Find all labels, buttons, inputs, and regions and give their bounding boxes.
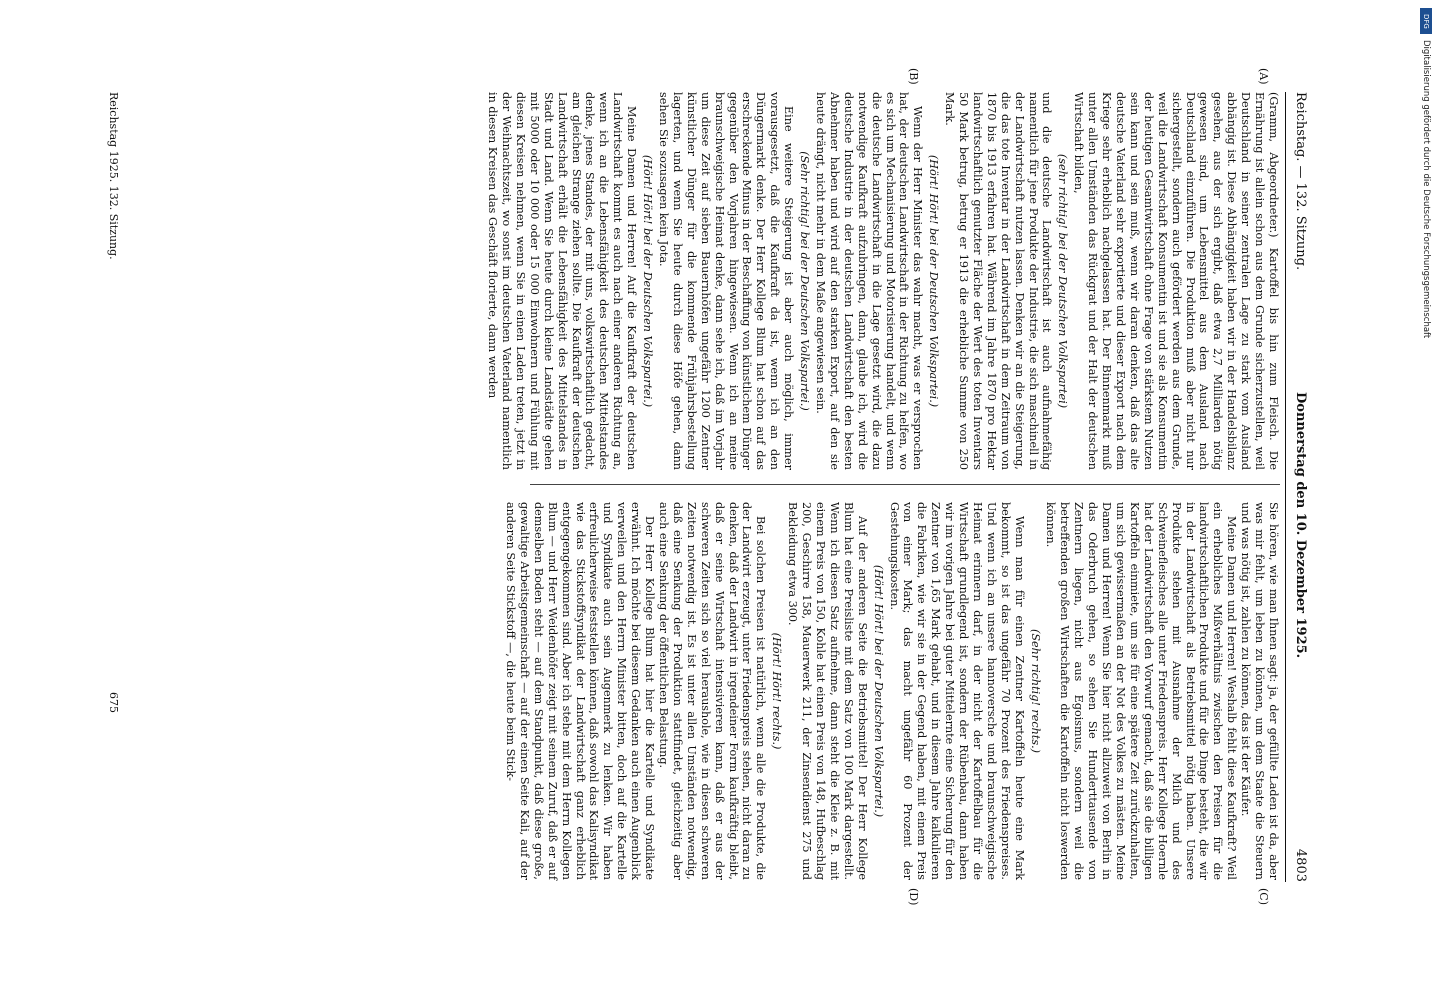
paragraph: und die deutsche Landwirtschaft ist auch aufnahmefähig namentlich für jene Produkte der Industrie, die sich maschinell in der Landwirtschaft nutzen lassen. Denken wir an die Steigerung, die das tote Inventar in der Landwirtschaft in dem Zeitraum von 1870 bis 1913 erfahren hat. Während im Jahre 1870 pro Hektar landwirtschaftlich genutzter Fläche der Wert des toten Inventars 50 Mark betrug, betrug er 1913 die erhebliche Summe von 250 Mark. <box>943 92 1054 470</box>
margin-mark-d: (D) <box>907 888 920 906</box>
footer-left: Reichstag 1925. 132. Sitzung. <box>107 92 120 260</box>
left-column <box>485 92 1280 470</box>
paragraph: Der Herr Kollege Blum hat hier die Kartelle und Syndikate erwähnt. Ich möchte bei diesem Gedanken auch einen Augenblick verweilen und den Herrn Minister bitten, doch auf die Kartelle und Syndikate auch sein Augenmerk zu lenken. Wir haben erfreulicherweise feststellen können, daß sowohl das Kalisyndikat wie das Stickstoffsyndikat der Landwirtschaft ganz erheblich entgegengekommen sind. Aber ich stehe mit dem Herrn Kollegen Blum — und Herr Weidenhöfer zeigt mit seinem Zuruf, daß er auf demselben Boden steht — auf dem Standpunkt, daß diese große, gewaltige Arbeitsgemeinschaft — auf der einen Seite Kali, auf der anderen Seite Stickstoff —, die heute beim Stick- <box>504 502 657 880</box>
interjection: (Hört! Hört! bei der Deutschen Volkspartei.) <box>641 154 655 408</box>
margin-mark-c: (C) <box>1257 888 1270 905</box>
interjection: (sehr richtig! bei der Deutschen Volkspartei) <box>1056 153 1070 409</box>
paragraph: Wenn der Herr Minister das wahr macht, was er versprochen hat, der deutschen Landwirtschaft in der Richtung zu helfen, wo es sich um Mechanisierung und Motorisierung handelt, und wenn die deutsche Landwirtschaft in die Lage gesetzt wird, die dazu notwendige Kaufkraft aufzubringen, dann, glaube ich, wird die deutsche Industrie in der deutschen Landwirtschaft den besten Abnehmer haben und wird auf den starken Export, auf den sie heute drängt, nicht mehr in dem Maße angewiesen sein. <box>814 92 925 470</box>
footer-page-number: 675 <box>107 692 120 713</box>
paragraph: Meine Damen und Herren! Weshalb fehlt diese Kaufkraft? Weil ein erhebliches Mißverhältnis zwischen den Preisen für die landwirtschaftlichen Produkte und für die Dinge besteht, die wir in der Landwirtschaft als Betriebsmittel nötig haben. Unsere Produkte stehen mit Ausnahme der Milch und des Schweinefleisches alle unter Friedenspreis. Herr Kollege Hoernle hat der Landwirtschaft den Vorwurf gemacht, daß sie die billigen Kartoffeln einmiete, um sie für eine spätere Zeit zurückzuhalten, um sich gewissermaßen an der Not des Volkes zu mästen. Meine Damen und Herren! Wenn Sie hier nicht allzuweit von Berlin in das Oderbruch gehen, so sehen Sie Hunderttausende von Zentnern liegen, nicht aus Egoismus, sondern weil die betreffenden großen Wirtschaften die Kartoffeln nicht loswerden können. <box>1044 502 1239 880</box>
digitization-credit: Digitalisierung gefördert durch die Deutsche Forschungsgemeinschaft <box>1421 40 1431 339</box>
header-date: Donnerstag den 10. Dezember 1925. <box>1293 392 1308 659</box>
interjection: (Sehr richtig! bei der Deutschen Volkspartei.) <box>798 151 812 411</box>
interjection: (Hört! Hört! bei der Deutschen Volkspartei.) <box>871 564 885 818</box>
paragraph: Bei solchen Preisen ist natürlich, wenn alle die Produkte, die der Landwirt erzeugt, unter Friedenspreis stehen, nicht daran zu denken, daß der Landwirt in irgendeiner Form kaufkräftig bleibt, daß er seine Wirtschaft intensivieren kann, daß er aus der schweren Zeiten sich so viel heraushole, wie in diesen schweren Zeiten notwendig ist. Es ist unter allen Umständen notwendig, daß eine Senkung der Produktion stattfindet, gleichzeitig aber auch eine Senkung der öffentlichen Belastung. <box>657 502 768 880</box>
paragraph: Sie hören, wie man Ihnen sagt: ja, der gefüllte Laden ist da, aber was mir fehlt, um leben zu können, um dem Staate die Steuern und was nötig ist, zahlen zu können, das ist der Käufer. <box>1239 502 1280 880</box>
paragraph: Meine Damen und Herren! Auf die Kaufkraft der deutschen Landwirtschaft kommt es auch nach einer anderen Richtung an, wenn ich an die Lebensfähigkeit des deutschen Mittelstandes denke, jenes Standes, der mit uns, volkswirtschaftlich gedacht, am gleichen Strange ziehen sollte. Die Kaufkraft der deutschen Landwirtschaft erhält die Lebensfähigkeit des Mittelstandes in Stadt und Land. Wenn Sie heute durch kleine Landstädte gehen mit 5000 oder 10 000 oder 15 000 Einwohnern und Fühlung mit diesen Kreisen nehmen, wenn Sie in einen Laden treten, jetzt in der Weihnachtszeit, wo sonst im deutschen Vaterland namentlich in diesen Kreisen das Geschäft florierte, dann werden <box>486 92 639 470</box>
margin-mark-a: (A) <box>1257 68 1270 85</box>
page-number: 4803 <box>1293 848 1308 882</box>
interjection: (Hört! Hört! bei der Deutschen Volkspartei.) <box>927 154 941 408</box>
page-header <box>1288 92 1310 882</box>
header-left: Reichstag. — 132. Sitzung. <box>1293 92 1308 271</box>
paragraph: (Gramm, Abgeordneter.) Kartoffel bis hin zum Fleisch. Die Ernährung ist allein schon aus dem Grunde sicherzustellen, weil Deutschland in seiner zentralen Lage zu stark vom Ausland abhängig ist. Diese Abhängigkeit haben wir in der Handelsbilanz gesehen, aus der sich ergibt, daß etwa 2,7 Milliarden nötig gewesen sind, um Lebensmittel aus dem Ausland nach Deutschland einzuführen. Die Produktion muß aber nicht nur sichergestellt, sondern auch gefördert werden aus dem Grunde, weil die Landwirtschaft Konsumentin ist und sie als Konsumentin der heutigen Gesamtwirtschaft ohne Frage von stärkstem Nutzen sein kann und sein muß, wenn wir daran denken, daß das alte deutsche Vaterland sehr exportierte und dieser Export nach dem Kriege sehr erheblich nachgelassen hat. Der Binnenmarkt muß unter allen Umständen das Rückgrat und der Halt der deutschen Wirtschaft bilden, <box>1072 92 1280 470</box>
rotated-document <box>90 68 1310 906</box>
interjection: (Hört! Hört! rechts.) <box>770 632 784 750</box>
dfg-logo: DFG <box>1420 8 1432 34</box>
right-column <box>503 502 1280 880</box>
paragraph: Wenn man für einen Zentner Kartoffeln heute eine Mark bekommt, so ist das ungefähr 70 Prozent des Friedenspreises. Und wenn ich an unsere hannoversche und braunschweigische Heimat erinnern darf, in der nicht der Kartoffelbau für die Wirtschaft grundlegend ist, sondern der Rübenbau, dann haben wir im vorigen Jahre bei guter Mittelernte eine Sicherung für den Zentner von 1,65 Mark gehabt, und in diesem Jahre kalkulieren die Fabriken, wie wir sie in der Gegend haben, mit einem Preis von einer Mark; das macht ungefähr 60 Prozent der Gestehungskosten. <box>887 502 1026 880</box>
paragraph: Eine weitere Steigerung ist aber auch möglich, immer vorausgesetzt, daß die Kaufkraft da ist, wenn ich an den Düngermarkt denke. Der Herr Kollege Blum hat schon auf das erschreckende Minus in der Beschaffung von künstlichem Dünger gegenüber den Vorjahren hingewiesen. Wenn ich an meine braunschweigische Heimat denke, dann sehe ich, daß im Vorjahr um diese Zeit auf sieben Bauernhöfen ungefähr 1200 Zentner künstlicher Dünger für die kommende Frühjahrsbestellung lagerten, und wenn Sie heute durch diese Höfe gehen, dann sehen Sie sozusagen kein Jota. <box>657 92 796 470</box>
header-rule <box>1285 92 1286 882</box>
paragraph: Auf der anderen Seite die Betriebsmittel! Der Herr Kollege Blum hat eine Preisliste mit dem Satz von 100 Mark dargestellt. Wenn ich diesen Satz aufnehme, dann steht die Kleie z. B. mit einem Preis von 150, Kohle hat einen Preis von 148, Hufbeschlag 200, Geschirre 158, Mauerwerk 211, der Zinsendienst 275 und Bekleidung etwa 300. <box>786 502 869 880</box>
margin-mark-b: (B) <box>907 68 920 85</box>
interjection: (Sehr richtig! rechts.) <box>1028 628 1042 754</box>
column-divider <box>530 484 1280 485</box>
